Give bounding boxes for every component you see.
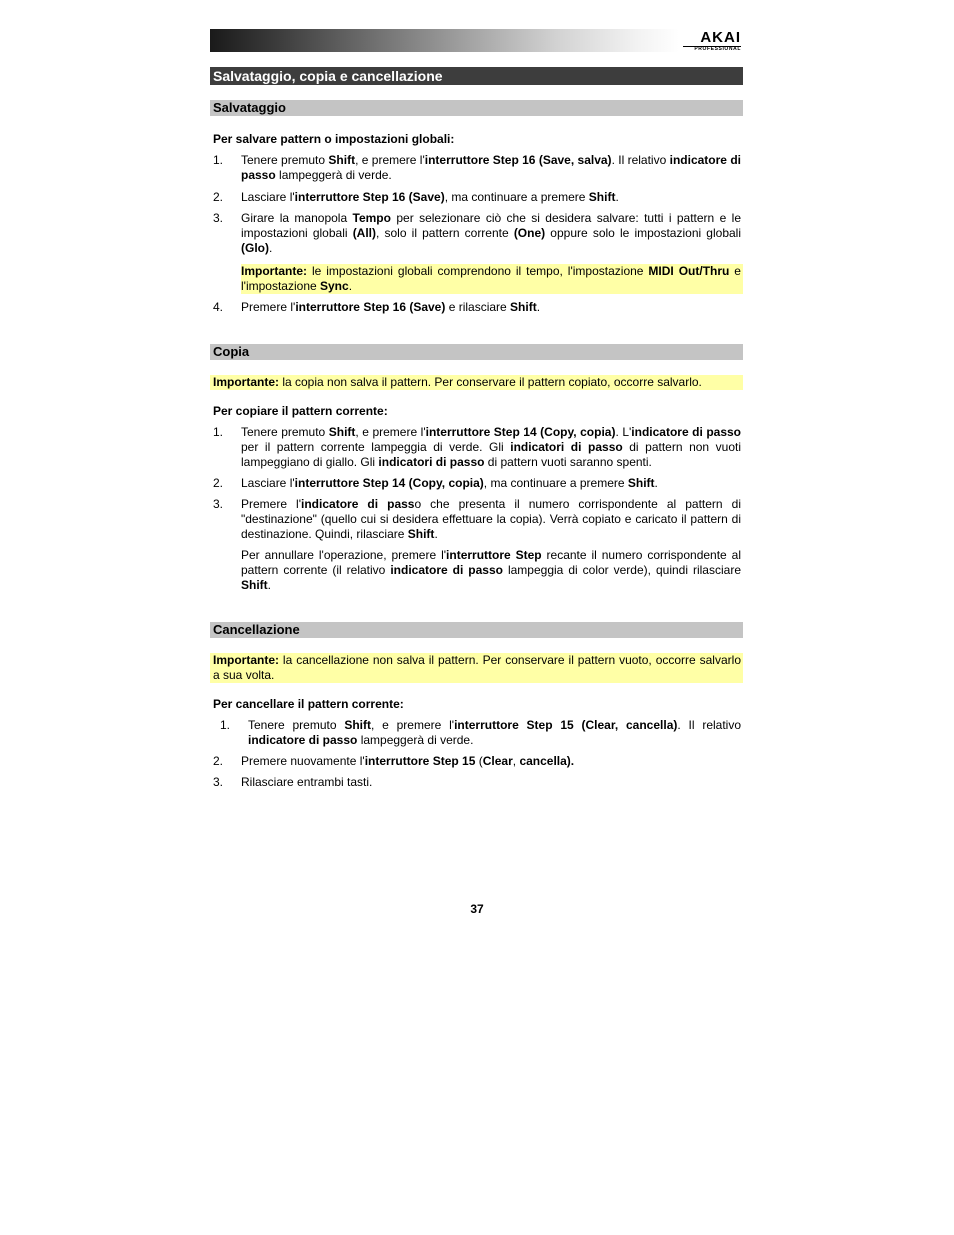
akai-logo [683,29,741,52]
list-item: 2. Lasciare l'interruttore Step 16 (Save), ma continuare a premere Shift. [213,190,619,204]
clear-important-note: Importante: la cancellazione non salva il pattern. Per conservare il pattern vuoto, occorre salvarlo a sua volta. [210,653,743,683]
clear-intro: Per cancellare il pattern corrente: [213,697,404,711]
subsection-title-clear: Cancellazione [210,622,743,638]
save-intro: Per salvare pattern o impostazioni globali: [213,132,455,146]
copy-cancel-paragraph: Per annullare l'operazione, premere l'interruttore Step recante il numero corrispondente al pattern corrente (il relativo indicatore di passo lampeggia di color verde), quindi rilasciare Shift. [241,548,741,592]
header-gradient-bar [210,29,743,52]
save-steps-cont [210,300,743,315]
page-number: 37 [470,902,484,916]
list-item: 1. Tenere premuto Shift, e premere l'interruttore Step 15 (Clear, cancella). Il relativo indicatore di passo lampeggerà di verde. [220,718,742,747]
list-item: 2. Premere nuovamente l'interruttore Step 15 (Clear, cancella). [213,754,575,768]
list-item: 3. Girare la manopola Tempo per selezionare ciò che si desidera salvare: tutti i pattern e le impostazioni globali (All), solo il pattern corrente (One) oppure solo le impostazioni globali (Glo). [213,211,741,255]
copy-important-note: Importante: la copia non salva il pattern. Per conservare il pattern copiato, occorre salvarlo. [210,375,743,390]
note-label: Importante: [213,653,279,667]
save-important-note: Importante: le impostazioni globali comprendono il tempo, l'impostazione MIDI Out/Thru e l'impostazione Sync. [241,264,741,293]
subsection-title-copy: Copia [210,344,743,360]
page-content [210,67,743,790]
save-steps [210,153,743,256]
list-item: 3. Rilasciare entrambi tasti. [213,775,373,789]
clear-steps [210,718,743,790]
copy-intro: Per copiare il pattern corrente: [213,404,388,418]
logo-subtext: PROFESSIONAL [683,46,741,52]
section-title: Salvataggio, copia e cancellazione [210,67,743,85]
list-item: 1. Tenere premuto Shift, e premere l'interruttore Step 14 (Copy, copia). L'indicatore di passo per il pattern corrente lampeggia di verde. Gli indicatori di passo di pattern non vuoti lampeggiano di giallo. Gli indicatori di passo di pattern vuoti saranno spenti. [213,425,741,469]
subsection-title-save: Salvataggio [210,100,743,116]
copy-steps [210,425,743,593]
list-item: 3. Premere l'indicatore di passo che presenta il numero corrispondente al pattern di "destinazione" (quello cui si desidera effettuare la copia). Verrà copiato e caricato il pattern di destinazione. Quindi, rilasciare Shift. Per annullare l'operazione, premere l'interruttore Step recante il numero corrispondente al pattern corrente (il relativo indicatore di passo lampeggia di color verde), quindi rilasciare Shift. [213,497,741,592]
list-item: 2. Lasciare l'interruttore Step 14 (Copy, copia), ma continuare a premere Shift. [213,476,658,490]
list-item: 1. Tenere premuto Shift, e premere l'interruttore Step 16 (Save, salva). Il relativo indicatore di passo lampeggerà di verde. [213,153,741,182]
note-label: Importante: [241,264,307,278]
note-label: Importante: [213,375,279,389]
list-item: 4. Premere l'interruttore Step 16 (Save) e rilasciare Shift. [213,300,541,314]
logo-text: AKAI [700,29,741,46]
